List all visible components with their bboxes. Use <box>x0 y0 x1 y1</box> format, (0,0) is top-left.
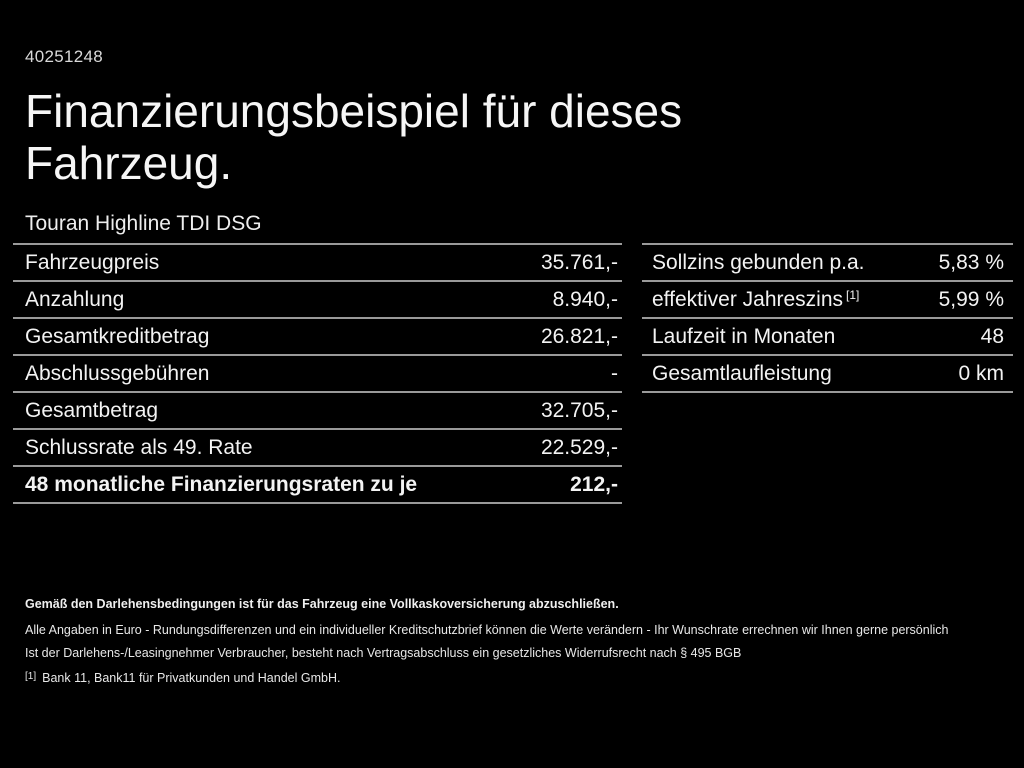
finance-table-row <box>13 428 622 465</box>
finance-table-row <box>13 354 622 391</box>
footnote-marker: [1] <box>25 671 37 682</box>
conditions-row-label: effektiver Jahreszins [1] <box>652 287 860 311</box>
conditions-row-label: Sollzins gebunden p.a. <box>652 250 865 274</box>
finance-table-row <box>13 465 622 504</box>
conditions-table-row <box>642 354 1013 393</box>
conditions-row-value: 48 <box>980 324 1004 348</box>
insurance-notice: Gemäß den Darlehensbedingungen ist für das Fahrzeug eine Vollkaskoversicherung abzuschließen. <box>25 597 619 611</box>
finance-row-label: Fahrzeugpreis <box>25 250 160 274</box>
footnote-text: Bank 11, Bank11 für Privatkunden und Handel GmbH. <box>42 671 341 685</box>
finance-table-row <box>13 391 622 428</box>
conditions-row-value: 5,99 % <box>938 287 1004 311</box>
conditions-row-value: 5,83 % <box>938 250 1004 274</box>
finance-row-label: Abschlussgebühren <box>25 361 210 385</box>
finance-row-value: 212,- <box>570 472 618 496</box>
disclaimer-line: Alle Angaben in Euro - Rundungsdifferenzen und ein individueller Kreditschutzbrief können die Werte verändern - Ihr Wunschrate errechnen wir Ihnen gerne persönlich <box>25 623 949 637</box>
finance-row-label: Gesamtkreditbetrag <box>25 324 210 348</box>
conditions-row-value: 0 km <box>958 361 1004 385</box>
finance-row-value: - <box>611 361 618 385</box>
finance-row-label: 48 monatliche Finanzierungsraten zu je <box>25 472 418 496</box>
finance-row-value: 32.705,- <box>540 398 618 422</box>
finance-row-value: 26.821,- <box>540 324 618 348</box>
finance-row-label: Gesamtbetrag <box>25 398 159 422</box>
finance-row-value: 22.529,- <box>540 435 618 459</box>
conditions-table-row <box>642 317 1013 354</box>
conditions-row-label: Gesamtlaufleistung <box>652 361 832 385</box>
bank-footnote <box>25 671 340 687</box>
legal-footer <box>25 597 1010 685</box>
finance-row-label: Schlussrate als 49. Rate <box>25 435 253 459</box>
finance-table-row <box>13 243 622 280</box>
footnote-ref: [1] <box>846 287 860 302</box>
conditions-table <box>642 243 1013 393</box>
conditions-table-row <box>642 280 1013 317</box>
vehicle-model: Touran Highline TDI DSG <box>25 212 262 235</box>
page-title: Finanzierungsbeispiel für dieses Fahrzeug. <box>25 85 683 189</box>
conditions-row-label: Laufzeit in Monaten <box>652 324 836 348</box>
finance-table-row <box>13 280 622 317</box>
offer-id: 40251248 <box>25 47 104 66</box>
finance-row-label: Anzahlung <box>25 287 125 311</box>
finance-table-row <box>13 317 622 354</box>
conditions-table-row <box>642 243 1013 280</box>
finance-table <box>13 243 622 504</box>
finance-row-value: 35.761,- <box>540 250 618 274</box>
withdrawal-notice: Ist der Darlehens-/Leasingnehmer Verbraucher, besteht nach Vertragsabschluss ein gesetzliches Widerrufsrecht nach § 495 BGB <box>25 646 742 660</box>
finance-row-value: 8.940,- <box>552 287 618 311</box>
